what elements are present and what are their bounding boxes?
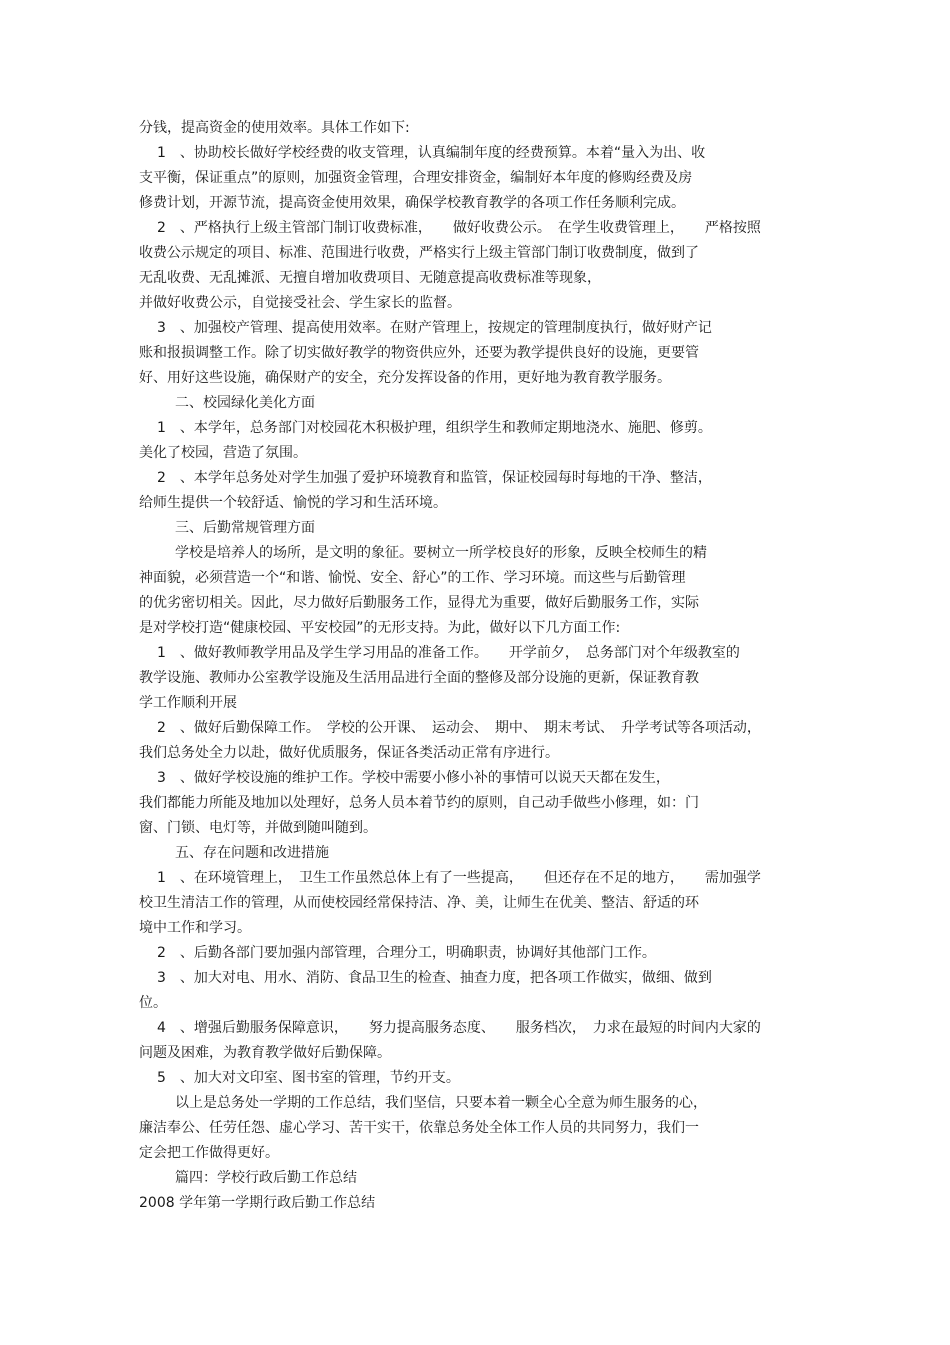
text-line: 3 、加大对电、用水、消防、食品卫生的检查、抽查力度，把各项工作做实，做细、做到	[157, 970, 712, 986]
text-line: 窗、门锁、电灯等，并做到随叫随到。	[139, 820, 377, 836]
text-line: 是对学校打造“健康校园、平安校园”的无形支持。为此，做好以下几方面工作:	[139, 620, 621, 636]
text-line: 好、用好这些设施，确保财产的安全，充分发挥设备的作用，更好地为教育教学服务。	[139, 370, 671, 386]
text-line: 收费公示规定的项目、标准、范围进行收费，严格实行上级主管部门制订收费制度，做到了	[139, 245, 699, 261]
text-line: 神面貌，必须营造一个“和谐、愉悦、安全、舒心”的工作、学习环境。而这些与后勤管理	[139, 570, 686, 586]
section-heading: 五、存在问题和改进措施	[175, 845, 329, 861]
text-line: 定会把工作做得更好。	[139, 1145, 279, 1161]
text-line: 并做好收费公示，自觉接受社会、学生家长的监督。	[139, 295, 461, 311]
text-line: 2 、严格执行上级主管部门制订收费标准， 做好收费公示。 在学生收费管理上， 严格按照	[157, 220, 761, 236]
section-heading: 二、校园绿化美化方面	[175, 395, 315, 411]
text-line: 位。	[139, 995, 167, 1011]
text-line: 5 、加大对文印室、图书室的管理，节约开支。	[157, 1070, 460, 1086]
text-line: 3 、做好学校设施的维护工作。学校中需要小修小补的事情可以说天天都在发生，	[157, 770, 670, 786]
text-line: 2 、做好后勤保障工作。 学校的公开课、 运动会、 期中、 期末考试、 升学考试等各项活动，	[157, 720, 761, 736]
text-line: 2 、后勤各部门要加强内部管理，合理分工，明确职责，协调好其他部门工作。	[157, 945, 656, 961]
text-line: 无乱收费、无乱摊派、无擅自增加收费项目、无随意提高收费标准等现象，	[139, 270, 601, 286]
text-line: 1 、本学年，总务部门对校园花木积极护理，组织学生和教师定期地浇水、施肥、修剪。	[157, 420, 712, 436]
text-line: 分钱，提高资金的使用效率。具体工作如下:	[139, 120, 410, 136]
text-line: 廉洁奉公、任劳任怨、虚心学习、苦干实干，依靠总务处全体工作人员的共同努力，我们一	[139, 1120, 699, 1136]
section-heading: 三、后勤常规管理方面	[175, 520, 315, 536]
text-line: 给师生提供一个较舒适、愉悦的学习和生活环境。	[139, 495, 447, 511]
text-line: 校卫生清洁工作的管理，从而使校园经常保持洁、净、美，让师生在优美、整洁、舒适的环	[139, 895, 699, 911]
text-line: 以上是总务处一学期的工作总结，我们坚信，只要本着一颗全心全意为师生服务的心，	[175, 1095, 707, 1111]
text-line: 账和报损调整工作。除了切实做好教学的物资供应外，还要为教学提供良好的设施，更要管	[139, 345, 699, 361]
text-line: 支平衡，保证重点”的原则，加强资金管理，合理安排资金，编制好本年度的修购经费及房	[139, 170, 693, 186]
text-line: 修费计划，开源节流，提高资金使用效果，确保学校教育教学的各项工作任务顺利完成。	[139, 195, 685, 211]
text-line: 教学设施、教师办公室教学设施及生活用品进行全面的整修及部分设施的更新，保证教育教	[139, 670, 699, 686]
text-line: 问题及困难，为教育教学做好后勤保障。	[139, 1045, 391, 1061]
text-line: 学校是培养人的场所，是文明的象征。要树立一所学校良好的形象，反映全校师生的精	[175, 545, 707, 561]
text-line: 境中工作和学习。	[139, 920, 251, 936]
document-subtitle: 2008 学年第一学期行政后勤工作总结	[139, 1195, 376, 1211]
text-line: 1 、在环境管理上， 卫生工作虽然总体上有了一些提高， 但还存在不足的地方， 需加强学	[157, 870, 761, 886]
text-line: 美化了校园，营造了氛围。	[139, 445, 307, 461]
text-line: 4 、增强后勤服务保障意识， 努力提高服务态度、 服务档次， 力求在最短的时间内大家的	[157, 1020, 761, 1036]
text-line: 3 、加强校产管理、提高使用效率。在财产管理上，按规定的管理制度执行，做好财产记	[157, 320, 712, 336]
text-line: 的优劣密切相关。因此，尽力做好后勤服务工作，显得尤为重要，做好后勤服务工作，实际	[139, 595, 699, 611]
text-line: 我们总务处全力以赴，做好优质服务，保证各类活动正常有序进行。	[139, 745, 559, 761]
text-line: 1 、协助校长做好学校经费的收支管理，认真编制年度的经费预算。本着“量入为出、收	[157, 145, 706, 161]
text-line: 学工作顺利开展	[139, 695, 237, 711]
section-heading: 篇四：学校行政后勤工作总结	[175, 1170, 357, 1186]
text-line: 我们都能力所能及地加以处理好，总务人员本着节约的原则，自己动手做些小修理，如：门	[139, 795, 699, 811]
text-line: 1 、做好教师教学用品及学生学习用品的准备工作。 开学前夕， 总务部门对个年级教室的	[157, 645, 740, 661]
text-line: 2 、本学年总务处对学生加强了爱护环境教育和监管，保证校园每时每地的干净、整洁，	[157, 470, 712, 486]
